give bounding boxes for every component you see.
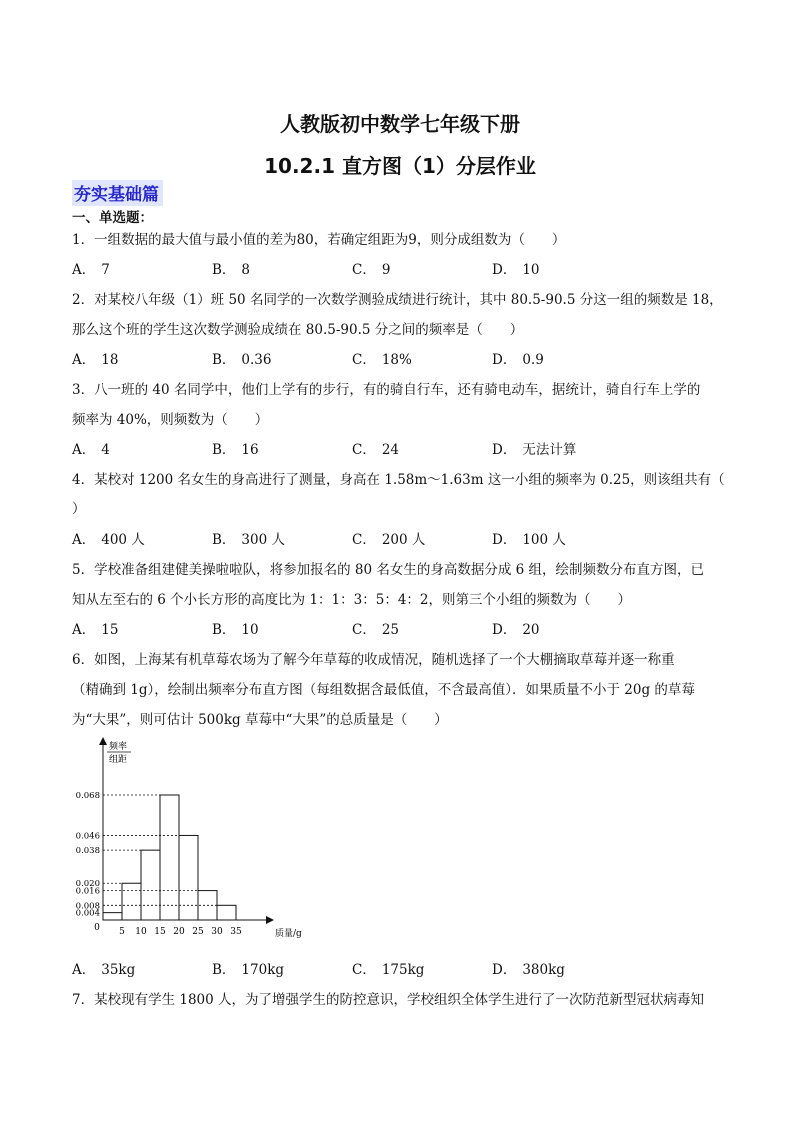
x-tick-label: 30 <box>211 927 223 937</box>
document-title: 人教版初中数学七年级下册 <box>280 112 520 136</box>
x-tick-label: 10 <box>135 927 147 937</box>
histogram-bar <box>122 883 141 920</box>
option-b[interactable]: B． 10 <box>212 622 259 638</box>
histogram-bar <box>103 913 122 920</box>
x-axis-label: 质量/g <box>275 929 302 939</box>
question-1-line-1: 1．一组数据的最大值与最小值的差为80，若确定组距为9，则分成组数为（ ） <box>72 232 566 248</box>
section-title: 夯实基础篇 <box>72 180 163 206</box>
question-6-line-2: （精确到 1g），绘制出频率分布直方图（每组数据含最低值，不含最高值）．如果质量不小于 20g 的草莓 <box>72 682 695 698</box>
x-tick-label: 15 <box>154 927 166 937</box>
question-7-line-1: 7．某校现有学生 1800 人，为了增强学生的防控意识，学校组织全体学生进行了一次防范新型冠状病毒知 <box>72 992 705 1008</box>
option-d[interactable]: D． 20 <box>492 622 540 638</box>
option-c[interactable]: C． 200 人 <box>352 532 426 548</box>
option-c[interactable]: C． 175kg <box>352 962 425 978</box>
option-b[interactable]: B． 300 人 <box>212 532 285 548</box>
x-tick-label: 5 <box>119 927 125 937</box>
question-3-line-1: 3．八一班的 40 名同学中，他们上学有的步行，有的骑自行车，还有骑电动车，据统计，骑自行车上学的 <box>72 382 701 398</box>
option-b[interactable]: B． 0.36 <box>212 352 272 368</box>
option-a[interactable]: A． 18 <box>72 352 119 368</box>
histogram-bar <box>179 835 198 920</box>
question-2-line-1: 2．对某校八年级（1）班 50 名同学的一次数学测验成绩进行统计，其中 80.5-90.5 分这一组的频数是 18， <box>72 292 723 308</box>
question-2-line-2: 那么这个班的学生这次数学测验成绩在 80.5-90.5 分之间的频率是（ ） <box>72 322 524 338</box>
option-b[interactable]: B． 8 <box>212 262 251 278</box>
histogram-bar <box>141 850 160 920</box>
frequency-histogram <box>70 735 310 950</box>
histogram-bar <box>160 795 179 920</box>
option-d[interactable]: D． 10 <box>492 262 540 278</box>
option-d[interactable]: D． 100 人 <box>492 532 566 548</box>
option-b[interactable]: B． 170kg <box>212 962 285 978</box>
question-5-line-1: 5．学校准备组建健美操啦啦队，将参加报名的 80 名女生的身高数据分成 6 组，绘制频数分布直方图，已 <box>72 562 705 578</box>
option-d[interactable]: D． 380kg <box>492 962 565 978</box>
y-tick-label: 0.068 <box>75 791 100 801</box>
y-tick-label: 0.008 <box>75 901 100 912</box>
option-b[interactable]: B． 16 <box>212 442 259 458</box>
option-a[interactable]: A． 4 <box>72 442 110 458</box>
question-4-line-1: 4．某校对 1200 名女生的身高进行了测量，身高在 1.58m～1.63m 这一小组的频率为 0.25，则该组共有（ <box>72 472 725 488</box>
option-a[interactable]: A． 15 <box>72 622 119 638</box>
question-6-line-3: 为“大果”，则可估计 500kg 草莓中“大果”的总质量是（ ） <box>72 712 448 728</box>
document-subtitle: 10.2.1 直方图（1）分层作业 <box>264 154 536 178</box>
y-axis-label-numerator: 频率 <box>109 742 128 752</box>
option-c[interactable]: C． 9 <box>352 262 391 278</box>
subheading: 一、单选题： <box>72 210 153 226</box>
x-tick-label: 25 <box>192 927 204 937</box>
y-tick-label: 0.016 <box>75 886 100 897</box>
question-6-line-1: 6．如图，上海某有机草莓农场为了解今年草莓的收成情况，随机选择了一个大棚摘取草莓并逐一称重 <box>72 652 675 668</box>
y-tick-label: 0.020 <box>75 879 100 890</box>
question-3-line-2: 频率为 40%，则频数为（ ） <box>72 412 269 428</box>
x-tick-label: 20 <box>173 927 185 937</box>
option-c[interactable]: C． 18% <box>352 352 412 368</box>
question-5-line-2: 知从左至右的 6 个小长方形的高度比为 1：1：3：5：4：2，则第三个小组的频数为（ ） <box>72 592 631 608</box>
option-d[interactable]: D． 0.9 <box>492 352 544 368</box>
option-c[interactable]: C． 24 <box>352 442 400 458</box>
x-tick-label: 35 <box>230 927 242 937</box>
option-a[interactable]: A． 7 <box>72 262 110 278</box>
option-d[interactable]: D． 无法计算 <box>492 442 577 458</box>
origin-label: 0 <box>94 923 100 933</box>
option-a[interactable]: A． 400 人 <box>72 532 145 548</box>
y-tick-label: 0.038 <box>75 846 100 857</box>
y-tick-label: 0.004 <box>75 908 100 919</box>
y-tick-label: 0.046 <box>75 831 100 842</box>
question-4-line-2: ） <box>72 501 86 517</box>
option-a[interactable]: A． 35kg <box>72 962 136 978</box>
y-axis-label-denominator: 组距 <box>109 755 128 765</box>
histogram-bar <box>217 905 236 920</box>
option-c[interactable]: C． 25 <box>352 622 400 638</box>
